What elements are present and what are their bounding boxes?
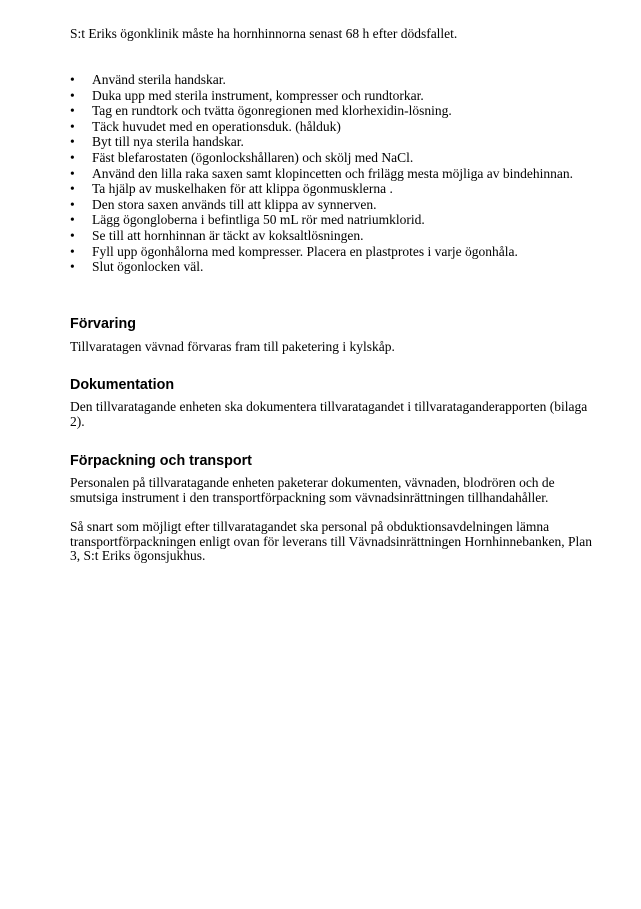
procedure-step [70,228,580,244]
procedure-step-text: Lägg ögongloberna i befintliga 50 mL rör med natriumklorid. [92,212,425,228]
heading-storage: Förvaring [70,316,136,332]
procedure-step-text: Fäst blefarostaten (ögonlockshållaren) och skölj med NaCl. [92,149,414,165]
bullet-icon: • [70,134,75,150]
procedure-step [70,244,580,260]
procedure-step [70,88,580,104]
bullet-icon: • [70,259,75,275]
procedure-step-list [70,72,580,275]
heading-packaging-transport: Förpackning och transport [70,453,252,469]
procedure-step-text: Ta hjälp av muskelhaken för att klippa ögonmusklerna . [92,181,393,197]
procedure-step-text: Använd den lilla raka saxen samt klopincetten och frilägg mesta möjliga av bindehinnan. [92,165,573,181]
procedure-step-text: Täck huvudet med en operationsduk. (hålduk) [92,118,341,134]
transport-text: Så snart som möjligt efter tillvaratagandet ska personal på obduktionsavdelningen lämna transportförpackningen enligt ovan för leverans till Vävnadsinrättningen Hornhinnebanken, Plan 3, S:t Eriks ögonsjukhus. [70,519,592,563]
procedure-step-text: Se till att hornhinnan är täckt av koksaltlösningen. [92,227,364,243]
procedure-step-text: Den stora saxen används till att klippa av synnerven. [92,196,377,212]
bullet-icon: • [70,243,75,259]
procedure-step [70,119,580,135]
procedure-step-text: Slut ögonlocken väl. [92,259,204,275]
bullet-icon: • [70,72,75,87]
procedure-step-text: Fyll upp ögonhålorna med kompresser. Placera en plastprotes i varje ögonhåla. [92,243,518,259]
bullet-icon: • [70,212,75,228]
procedure-step [70,212,580,228]
bullet-icon: • [70,165,75,181]
bullet-icon: • [70,87,75,103]
bullet-icon: • [70,227,75,243]
procedure-step [70,72,580,88]
procedure-step-text: Tag en rundtork och tvätta ögonregionen med klorhexidin-lösning. [92,103,452,119]
procedure-step-text: Använd sterila handskar. [92,72,226,87]
procedure-step [70,166,580,182]
procedure-step [70,181,580,197]
procedure-step [70,103,580,119]
intro-text: S:t Eriks ögonklinik måste ha hornhinnorna senast 68 h efter dödsfallet. [70,26,458,41]
documentation-text: Den tillvaratagande enheten ska dokumentera tillvaratagandet i tillvarataganderapporten (bilaga 2). [70,399,588,429]
procedure-step-text: Byt till nya sterila handskar. [92,134,244,150]
bullet-icon: • [70,103,75,119]
bullet-icon: • [70,149,75,165]
storage-text: Tillvaratagen vävnad förvaras fram till paketering i kylskåp. [70,339,395,354]
bullet-icon: • [70,181,75,197]
bullet-icon: • [70,196,75,212]
procedure-step-text: Duka upp med sterila instrument, kompresser och rundtorkar. [92,87,424,103]
procedure-step [70,197,580,213]
procedure-step [70,134,580,150]
procedure-step [70,259,580,275]
heading-documentation: Dokumentation [70,377,175,393]
bullet-icon: • [70,118,75,134]
procedure-step [70,150,580,166]
packaging-text: Personalen på tillvaratagande enheten paketerar dokumenten, vävnaden, blodrören och de smutsiga instrument i den transportförpackning som vävnadsinrättningen tillhandahåller. [70,475,555,505]
